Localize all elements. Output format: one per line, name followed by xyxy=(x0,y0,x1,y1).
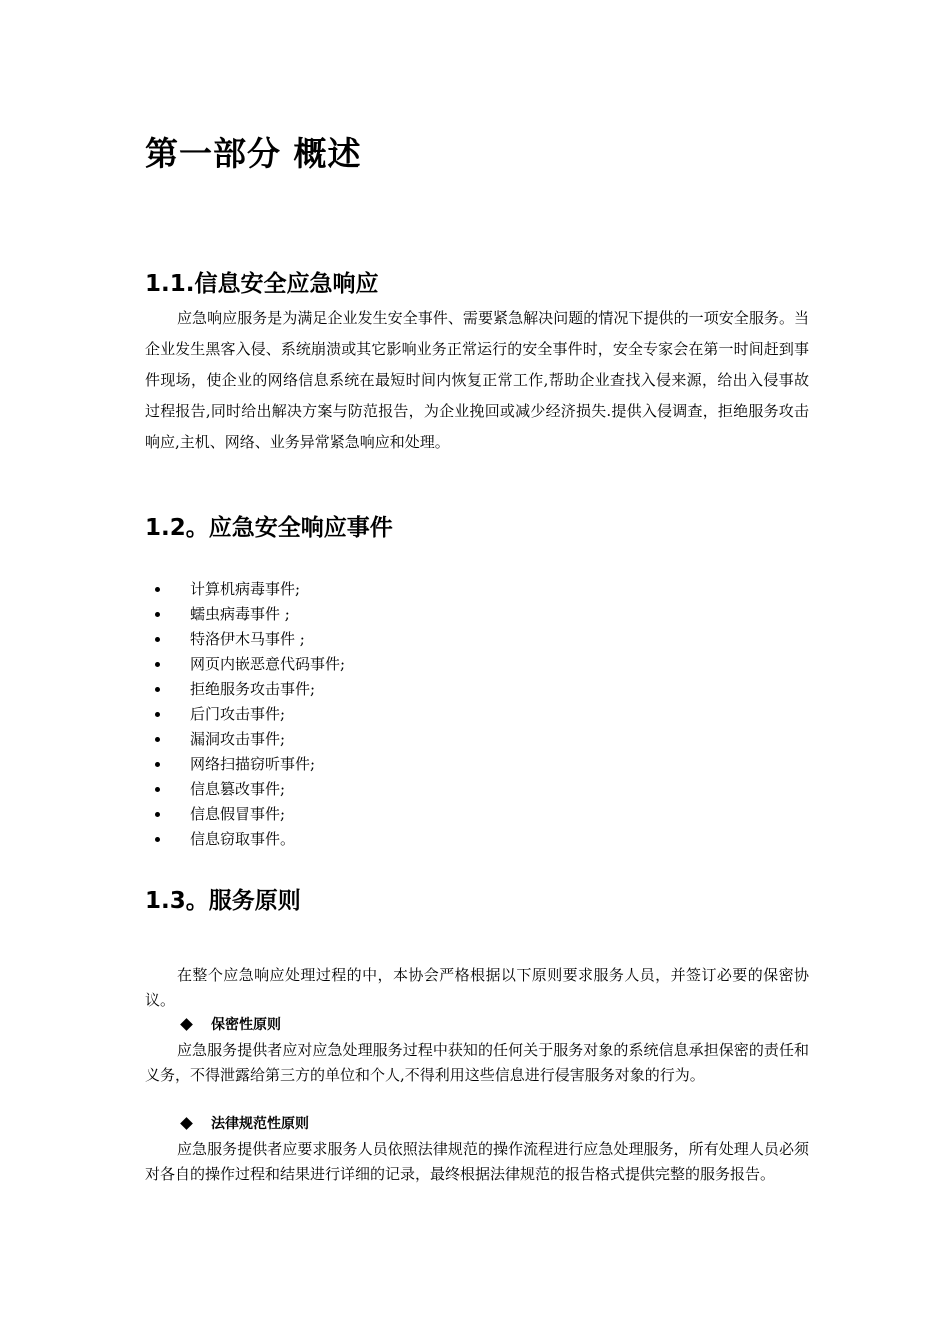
list-item xyxy=(145,752,345,777)
principle-text-confidentiality: 应急服务提供者应对应急处理服务过程中获知的任何关于服务对象的系统信息承担保密的责任和义务，不得泄露给第三方的单位和个人,不得利用这些信息进行侵害服务对象的行为。 xyxy=(145,1041,809,1084)
list-item xyxy=(145,677,345,702)
list-item-text: 信息篡改事件; xyxy=(190,780,286,798)
section-heading-1-1: 1.1.信息安全应急响应 xyxy=(145,271,379,297)
bullet-icon xyxy=(155,737,160,742)
principle-title: 保密性原则 xyxy=(211,1017,281,1033)
section-heading-1-2: 1.2。应急安全响应事件 xyxy=(145,515,393,541)
list-item-text: 信息窃取事件。 xyxy=(190,830,296,848)
bullet-icon xyxy=(155,837,160,842)
bullet-icon xyxy=(155,637,160,642)
bullet-icon xyxy=(155,812,160,817)
list-item xyxy=(145,777,345,802)
list-item-text: 特洛伊木马事件 ; xyxy=(190,630,305,648)
bullet-icon xyxy=(155,687,160,692)
list-item xyxy=(145,652,345,677)
list-item-text: 蠕虫病毒事件 ; xyxy=(190,605,290,623)
principle-heading-legal xyxy=(178,1112,309,1137)
section-1-1-paragraph: 应急响应服务是为满足企业发生安全事件、需要紧急解决问题的情况下提供的一项安全服务。当企业发生黑客入侵、系统崩溃或其它影响业务正常运行的安全事件时，安全专家会在第一时间赶到事件现场，使企业的网络信息系统在最短时间内恢复正常工作,帮助企业查找入侵来源，给出入侵事故过程报告,同时给出解决方案与防范报告，为企业挽回或减少经济损失.提供入侵调查，拒绝服务攻击响应,主机、网络、业务异常紧急响应和处理。 xyxy=(145,309,809,451)
list-item xyxy=(145,577,345,602)
list-item xyxy=(145,827,345,852)
section-1-3-intro: 在整个应急响应处理过程的中，本协会严格根据以下原则要求服务人员，并签订必要的保密协议。 xyxy=(145,966,809,1009)
principle-text-legal: 应急服务提供者应要求服务人员依照法律规范的操作流程进行应急处理服务，所有处理人员必须对各自的操作过程和结果进行详细的记录，最终根据法律规范的报告格式提供完整的服务报告。 xyxy=(145,1140,809,1183)
list-item-text: 信息假冒事件; xyxy=(190,805,286,823)
list-item xyxy=(145,627,345,652)
list-item-text: 拒绝服务攻击事件; xyxy=(190,680,316,698)
list-item-text: 漏洞攻击事件; xyxy=(190,730,286,748)
list-item xyxy=(145,727,345,752)
bullet-icon xyxy=(155,662,160,667)
list-item xyxy=(145,702,345,727)
section-heading-1-3: 1.3。服务原则 xyxy=(145,888,301,914)
diamond-bullet-icon xyxy=(180,1117,193,1130)
list-item-text: 网页内嵌恶意代码事件; xyxy=(190,655,346,673)
list-item xyxy=(145,602,345,627)
list-item xyxy=(145,802,345,827)
bullet-icon xyxy=(155,762,160,767)
list-item-text: 后门攻击事件; xyxy=(190,705,286,723)
diamond-bullet-icon xyxy=(180,1018,193,1031)
principle-heading-confidentiality xyxy=(178,1013,281,1038)
bullet-icon xyxy=(155,612,160,617)
incident-list xyxy=(145,577,345,852)
list-item-text: 网络扫描窃听事件; xyxy=(190,755,316,773)
page-title: 第一部分 概述 xyxy=(145,134,362,173)
principle-title: 法律规范性原则 xyxy=(211,1116,309,1132)
bullet-icon xyxy=(155,712,160,717)
list-item-text: 计算机病毒事件; xyxy=(190,580,301,598)
bullet-icon xyxy=(155,587,160,592)
bullet-icon xyxy=(155,787,160,792)
